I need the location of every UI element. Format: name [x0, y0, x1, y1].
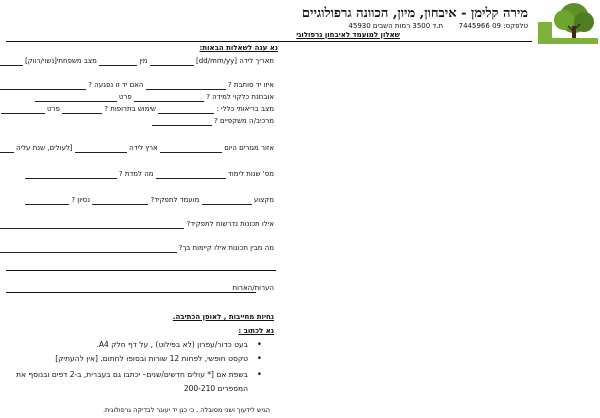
- form-subtitle: שאלון למועמד לאיבחון גרפולוגי: [296, 31, 400, 39]
- bullet-item: • בשפת אם [* עולים חדשים/שנים– יכתבו גם בעברית, ב-2 דפים ובנוסף את: [16, 370, 248, 380]
- education-row: מס' שנות לימוד מה למדת ?: [25, 170, 274, 179]
- learning-row: אובחנת כלקוי למידה ? פרט: [35, 93, 274, 102]
- dob-input[interactable]: [150, 58, 194, 66]
- health-input[interactable]: [158, 106, 214, 114]
- learning-detail-input[interactable]: [35, 94, 117, 102]
- traits-row: אילו תכונות נדרשות לתפקיד?: [0, 220, 274, 229]
- learning-input[interactable]: [134, 94, 204, 102]
- residence-row: אזור מגורים היום ארץ לידה [לעולים, שנת עליה: [0, 144, 274, 153]
- bullet-item: • בעט כדור/עפרון (לא בפילוט) , על דף חלק A4.: [96, 340, 248, 350]
- hand-row: איזו יד סותבת ? האם יד זו נפגעה ?: [0, 81, 274, 90]
- health-row: מצב בריאותי כללי : שימוש בתרופות ? פרט: [1, 105, 274, 114]
- hand-input[interactable]: [146, 82, 226, 90]
- section-title: נא ענה לשאלות הבאות:: [199, 44, 278, 52]
- profession-input[interactable]: [202, 197, 252, 205]
- instructions-title: נחיות מחייבות , לאופן הכתיבה.: [172, 313, 274, 321]
- notes-input[interactable]: [6, 292, 256, 293]
- meds-input[interactable]: [62, 106, 102, 114]
- glasses-row: מרכיב/ה משקפיים ?: [152, 117, 274, 126]
- gender-input[interactable]: [99, 58, 137, 66]
- divider: [6, 41, 532, 42]
- contact-line: טלפקס: 09 7445966 ת.ד 3500 רמות השבים 45930: [348, 22, 528, 30]
- profession-row: מקצוע מועמד לתפקיד? נסיון ?: [25, 196, 274, 205]
- marital-input[interactable]: [0, 58, 23, 66]
- bullet-continuation: המספרים 200-210: [183, 384, 248, 393]
- hand-injury-input[interactable]: [0, 82, 86, 90]
- experience-input[interactable]: [25, 197, 69, 205]
- residence-input[interactable]: [160, 145, 222, 153]
- dob-row: תאריך לידה [dd/mm/yy] מין מצב משפחתי[נשוי/רווק]: [0, 57, 274, 66]
- aliyah-input[interactable]: [0, 145, 14, 153]
- footer-note: הגיש לידעוך ושני מסובלה , כי כנן יד יעוגר לבדיקה גרפולוגית.: [102, 406, 270, 414]
- notes-line[interactable]: [6, 270, 276, 271]
- header-title: מירה קלימן - איבחון, מיון, הכוונה גרפולוגיים: [301, 6, 528, 21]
- glasses-input[interactable]: [152, 118, 212, 126]
- tree-logo-icon: [538, 2, 598, 46]
- traits-input[interactable]: [0, 221, 184, 229]
- notes-row: הערות/הארות: [232, 284, 274, 292]
- strengths-input[interactable]: [0, 245, 177, 253]
- meds-detail-input[interactable]: [1, 106, 45, 114]
- edu-field-input[interactable]: [25, 171, 117, 179]
- position-input[interactable]: [92, 197, 148, 205]
- strengths-row: מה מבין תכונות אילו קיימות בך?: [0, 244, 274, 253]
- bullet-item: • טקסט חופשי, לפחות 12 שורות ובסופו לחתום. [אין להעתיק]: [55, 354, 248, 364]
- edu-years-input[interactable]: [156, 171, 226, 179]
- birth-country-input[interactable]: [75, 145, 127, 153]
- write-title: נא לכתוב :: [238, 327, 274, 335]
